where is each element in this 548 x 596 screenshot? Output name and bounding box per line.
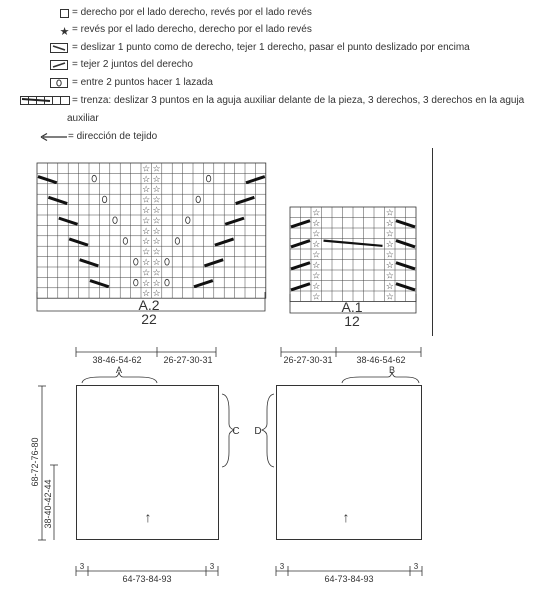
purl-star-1: ☆ <box>385 207 394 218</box>
purl-star-6: ☆ <box>142 194 151 205</box>
legend-text-cable: = trenza: deslizar 3 puntos en la aguja auxiliar delante de la pieza, 3 derechos, 3 derechos en la aguja <box>72 95 525 106</box>
purl-star-11: ☆ <box>385 259 394 270</box>
purl-star-2: ☆ <box>142 173 151 184</box>
label-a: A <box>115 365 123 375</box>
legend-text-direction: = dirección de tejido <box>68 131 158 142</box>
purl-star-17: ☆ <box>152 246 161 257</box>
purl-star-8: ☆ <box>142 205 151 215</box>
purl-star-13: ☆ <box>152 225 161 236</box>
label-c: C <box>232 426 240 437</box>
chart-a2 <box>37 163 266 327</box>
purl-star-5: ☆ <box>152 184 161 195</box>
dim-left-top-second: 26-27-30-31 <box>163 355 213 365</box>
purl-star-4: ☆ <box>312 228 321 239</box>
chart-a2-stitch-count: 22 <box>141 311 157 327</box>
dim-left-bottom-edge-1: 3 <box>79 562 85 571</box>
purl-star-0: ☆ <box>312 207 321 218</box>
purl-star-20: ☆ <box>142 267 151 278</box>
purl-star-11: ☆ <box>152 215 161 226</box>
dim-right-bottom-edge-1: 3 <box>279 562 285 571</box>
purl-star-6: ☆ <box>312 238 321 249</box>
dim-right-bottom-width: 64-73-84-93 <box>324 574 374 584</box>
purl-star-9: ☆ <box>152 205 161 215</box>
height-inner-label: 38-40-42-44 <box>43 479 53 529</box>
purl-star-15: ☆ <box>152 236 161 247</box>
purl-star-5: ☆ <box>385 228 394 239</box>
purl-star-15: ☆ <box>385 280 394 291</box>
purl-star-10: ☆ <box>142 215 151 226</box>
brace-d <box>262 394 274 467</box>
purl-star-16: ☆ <box>142 246 151 257</box>
dim-left-bottom-width: 64-73-84-93 <box>122 574 172 584</box>
height-outer-label: 68-72-76-80 <box>30 437 40 487</box>
purl-star-3: ☆ <box>152 173 161 184</box>
purl-star-25: ☆ <box>152 288 161 299</box>
chart-a2-grid <box>37 163 266 298</box>
purl-star-21: ☆ <box>152 267 161 278</box>
label-d: D <box>254 426 262 437</box>
purl-star-17: ☆ <box>385 291 394 302</box>
knit-direction-arrow-right: ↑ <box>342 509 350 525</box>
legend-text-yarn-over: = entre 2 puntos hacer 1 lazada <box>72 77 213 88</box>
chart-a2-name: A.2 <box>138 297 160 313</box>
purl-star-1: ☆ <box>152 163 161 174</box>
legend-text-cable-continuation: auxiliar <box>67 113 99 124</box>
purl-star-0: ☆ <box>142 163 151 174</box>
svg-text:★: ★ <box>59 26 70 36</box>
brace-b <box>342 372 419 383</box>
legend-text-knit: = derecho por el lado derecho, revés por el lado revés <box>72 7 312 18</box>
legend-text-k2tog: = tejer 2 juntos del derecho <box>72 59 193 70</box>
dim-left-bottom-edge-2: 3 <box>209 562 215 571</box>
purl-star-7: ☆ <box>152 194 161 205</box>
legend-text-slip-decrease: = deslizar 1 punto como de derecho, tejer 1 derecho, pasar el punto deslizado por encima <box>72 42 470 53</box>
purl-star-14: ☆ <box>142 236 151 247</box>
purl-star-3: ☆ <box>385 217 394 228</box>
chart-a1-stitch-count: 12 <box>344 313 360 329</box>
purl-star-24: ☆ <box>142 288 151 299</box>
purl-star-8: ☆ <box>312 249 321 260</box>
purl-star-10: ☆ <box>312 259 321 270</box>
dim-left-top-first: 38-46-54-62 <box>92 355 142 365</box>
purl-star-16: ☆ <box>312 291 321 302</box>
label-b: B <box>388 365 396 375</box>
chart-a1-name: A.1 <box>341 299 363 315</box>
purl-star-12: ☆ <box>142 225 151 236</box>
purl-star-14: ☆ <box>312 280 321 291</box>
purl-star-7: ☆ <box>385 238 394 249</box>
purl-star-18: ☆ <box>142 257 151 267</box>
legend-text-purl: = revés por el lado derecho, derecho por el lado revés <box>72 24 312 35</box>
purl-star-13: ☆ <box>385 270 394 281</box>
purl-star-12: ☆ <box>312 270 321 281</box>
purl-star-23: ☆ <box>152 277 161 288</box>
dim-right-top-second: 38-46-54-62 <box>356 355 406 365</box>
purl-star-9: ☆ <box>385 249 394 260</box>
purl-star-22: ☆ <box>142 277 151 288</box>
knit-direction-arrow-left: ↑ <box>144 509 152 525</box>
purl-star-19: ☆ <box>152 257 161 267</box>
dim-right-bottom-edge-2: 3 <box>413 562 419 571</box>
dim-right-top-first: 26-27-30-31 <box>283 355 333 365</box>
purl-star-4: ☆ <box>142 184 151 195</box>
chart-a1 <box>290 207 416 329</box>
purl-star-2: ☆ <box>312 217 321 228</box>
